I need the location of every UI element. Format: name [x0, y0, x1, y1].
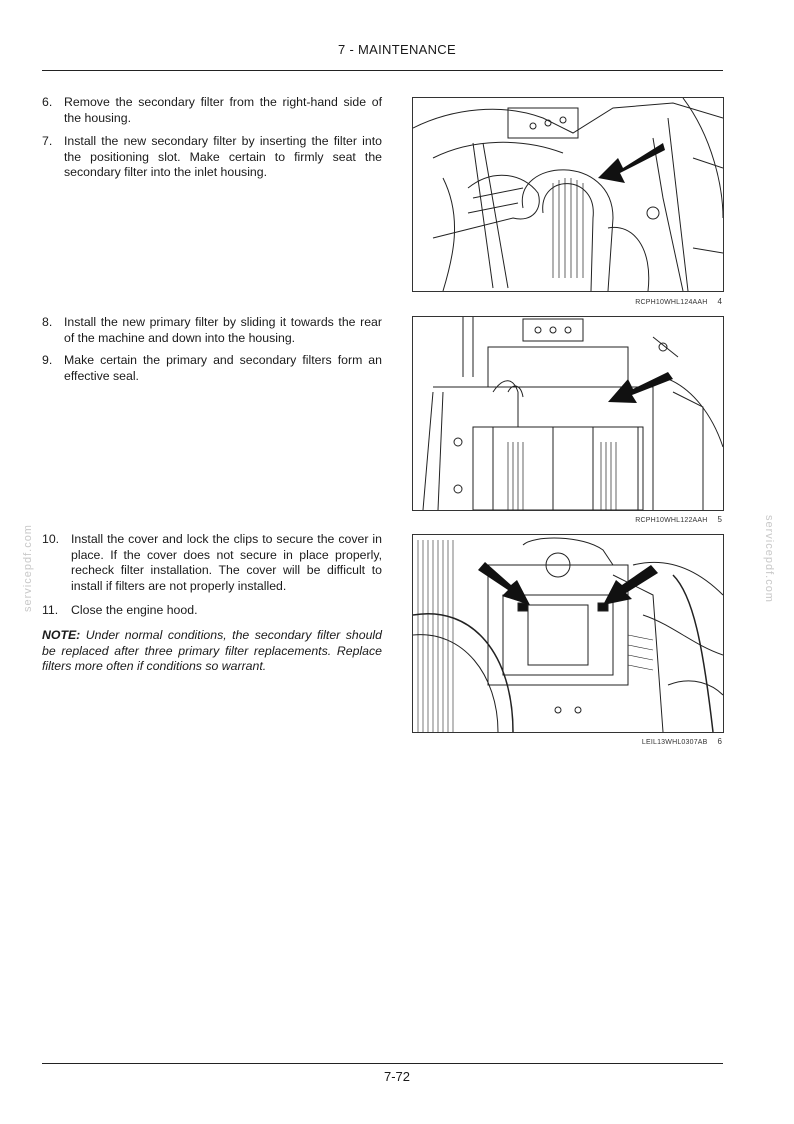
page-header-title: 7 - MAINTENANCE [338, 42, 456, 57]
step-number: 7. [42, 134, 53, 148]
figure-5-caption [412, 515, 722, 524]
note-label: NOTE: [42, 628, 81, 642]
step-text: Install the new secondary filter by inserting the filter into the positioning slot. Make certain to firmly seat the secondary filter into the inlet housing. [64, 134, 382, 179]
step-text: Make certain the primary and secondary filters form an effective seal. [64, 353, 382, 383]
figure-code: LEIL13WHL0307AB [641, 739, 708, 746]
step-text: Install the cover and lock the clips to secure the cover in place. If the cover does not secure in place properly, recheck filter installation. The cover will be difficult to install if filters are not properly installed. [71, 532, 382, 593]
header-rule [42, 70, 723, 71]
step-10 [42, 532, 382, 594]
step-6 [42, 95, 382, 126]
step-8 [42, 315, 382, 346]
step-11 [42, 603, 382, 619]
step-9 [42, 353, 382, 384]
note-paragraph [42, 628, 382, 675]
watermark-left: servicepdf.com [22, 524, 34, 612]
figure-code: RCPH10WHL122AAH [635, 517, 708, 524]
figure-number: 6 [717, 737, 722, 746]
note-text: Under normal conditions, the secondary filter should be replaced after three primary filter replacements. Replace filters more often if conditions so warrant. [42, 628, 382, 673]
step-number: 11. [42, 603, 59, 617]
figure-number: 4 [717, 297, 722, 306]
figure-6-illustration [412, 534, 724, 733]
figure-number: 5 [717, 515, 722, 524]
figure-5-illustration [412, 316, 724, 511]
step-text: Install the new primary filter by sliding it towards the rear of the machine and down into the housing. [64, 315, 382, 345]
step-number: 10. [42, 532, 60, 546]
step-number: 8. [42, 315, 53, 329]
figure-4-caption [412, 297, 722, 306]
step-number: 9. [42, 353, 53, 367]
step-text: Close the engine hood. [71, 603, 198, 617]
figure-4-illustration [412, 97, 724, 292]
figure-code: RCPH10WHL124AAH [635, 299, 708, 306]
step-number: 6. [42, 95, 53, 109]
figure-6-caption [412, 737, 722, 746]
footer-rule [42, 1063, 723, 1064]
watermark-right: servicepdf.com [763, 515, 775, 603]
step-7 [42, 134, 382, 181]
step-text: Remove the secondary filter from the right-hand side of the housing. [64, 95, 382, 125]
page-number: 7-72 [383, 1069, 411, 1084]
